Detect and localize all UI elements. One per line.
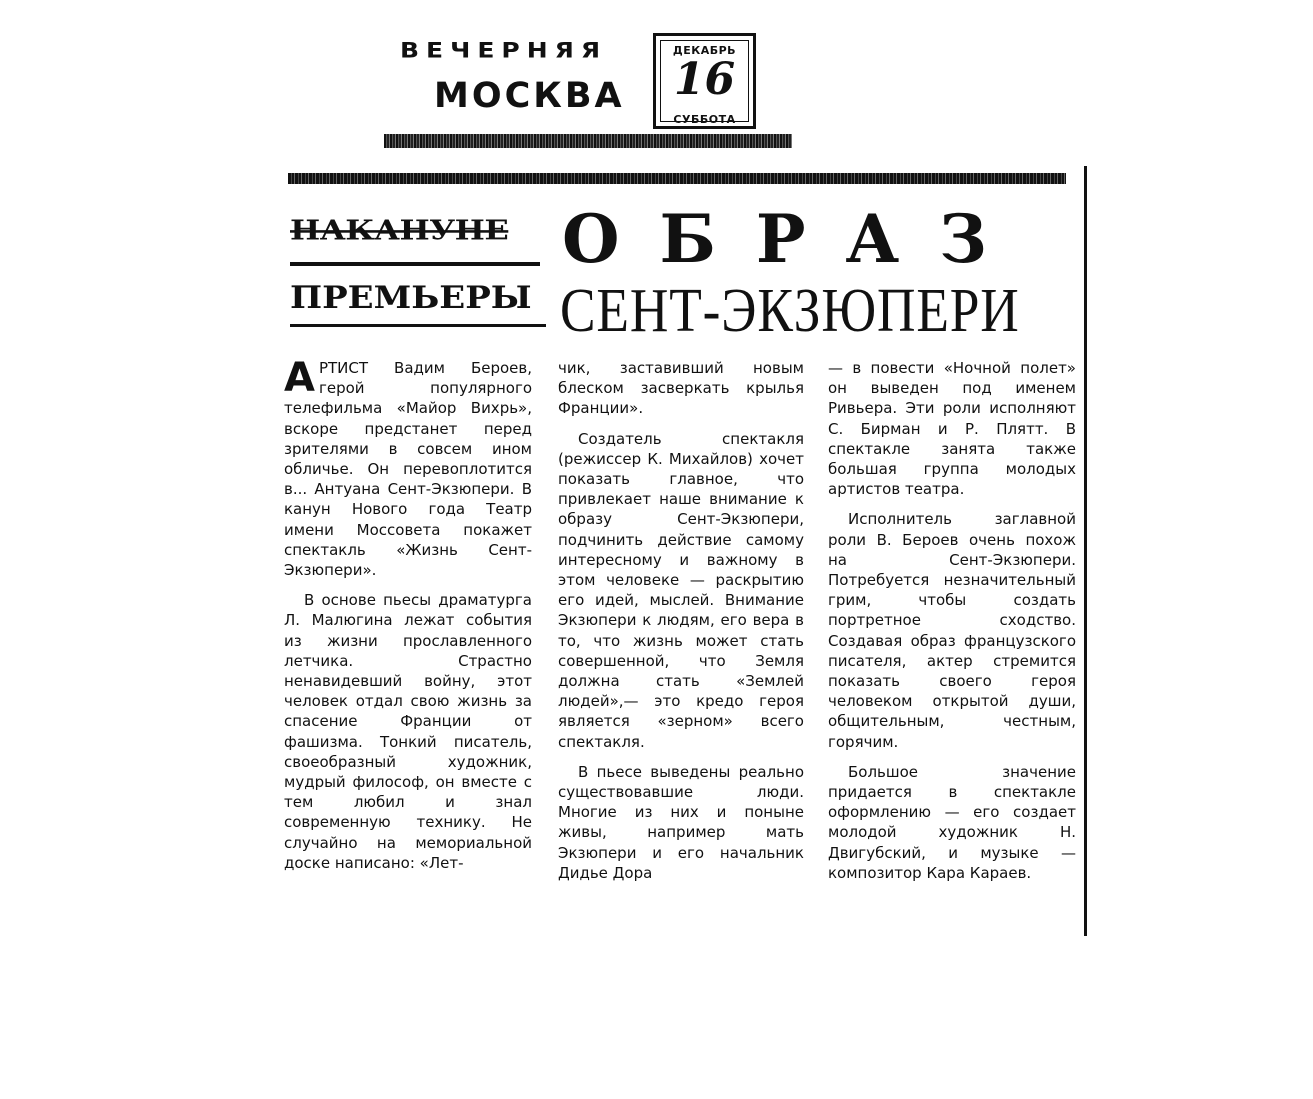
date-month: ДЕКАБРЬ (672, 44, 737, 57)
kicker-line2 (290, 280, 545, 316)
column1-paragraph2: В основе пьесы драматурга Л. Малюгина лежат события из жизни прославленного летчика. Страстно ненавидевший войну, этот человек отдал свою жизнь за спасение Франции от фашизма. Тонкий писатель, своеобразный художник, мудрый философ, он вместе с тем любил и знал современную технику. Не случайно на мемориальной доске написано: «Лет- (284, 591, 532, 872)
masthead-line1: ВЕЧЕРНЯЯ (400, 38, 608, 63)
column1-paragraph1 (284, 355, 532, 580)
article-right-border (1084, 166, 1087, 936)
kicker-line2-text: ПРЕМЬЕРЫ (290, 280, 532, 316)
column1-paragraph1-text: РТИСТ Вадим Бероев, герой популярного телефильма «Майор Вихрь», вскоре предстанет перед зрителями в совсем ином обличье. Он перевоплотится в... Антуана Сент-Экзюпери. В канун Нового года Театр имени Моссовета покажет спектакль «Жизнь Сент-Экзюпери». (284, 359, 532, 580)
column3-paragraph2: Исполнитель заглавной роли В. Бероев очень похож на Сент-Экзюпери. Потребуется незначительный грим, чтобы создать портретное сходство. Создавая образ французского писателя, актер стремится показать своего героя человеком открытой души, общительным, честным, горячим. (828, 510, 1076, 751)
headline-line2: СЕНТ-ЭКЗЮПЕРИ (560, 277, 1020, 345)
kicker-divider (290, 262, 540, 266)
date-day: 16 (673, 54, 736, 105)
kicker-line1 (290, 214, 530, 246)
kicker-underline (290, 324, 546, 327)
column2-paragraph3: В пьесе выведены реально существовавшие люди. Многие из них и поныне живы, например мать Экзюпери и его начальник Дидье Дора (558, 762, 804, 882)
column2-paragraph2: Создатель спектакля (режиссер К. Михайлов) хочет показать главное, что привлекает наше внимание к образу Сент-Экзюпери, подчинить действие самому интересному и важному в этом человеке — раскрытию его идей, мыслей. Внимание Экзюпери к людям, его вера в то, что жизнь может стать совершенной, что Земля должна стать «Землей людей»,— это кредо героя является «зерном» всего спектакля. (558, 429, 804, 751)
masthead-line2: МОСКВА (434, 76, 625, 116)
article-column-1 (284, 355, 532, 873)
kicker-line1-text: НАКАНУНЕ (290, 214, 509, 247)
column2-paragraph1: чик, заставивший новым блеском засверкать крылья Франции». (558, 359, 804, 418)
date-box (653, 33, 756, 129)
article-column-3 (828, 358, 1076, 883)
newspaper-masthead (380, 30, 790, 152)
column3-paragraph3: Большое значение придается в спектакле оформлению — его создает молодой художник Н. Двигубский, и музыке — композитор Кара Караев. (828, 762, 1076, 882)
date-weekday: СУББОТА (673, 113, 736, 126)
headline-line1: ОБРАЗ (562, 200, 1027, 278)
drop-cap: А (284, 355, 315, 401)
masthead-rule (384, 134, 792, 148)
column3-paragraph1: — в повести «Ночной полет» он выведен под именем Ривьера. Эти роли исполняют С. Бирман и Р. Плятт. В спектакле занята также большая группа молодых артистов театра. (828, 359, 1076, 499)
article-column-2 (558, 358, 804, 883)
article-top-rule (288, 173, 1066, 184)
